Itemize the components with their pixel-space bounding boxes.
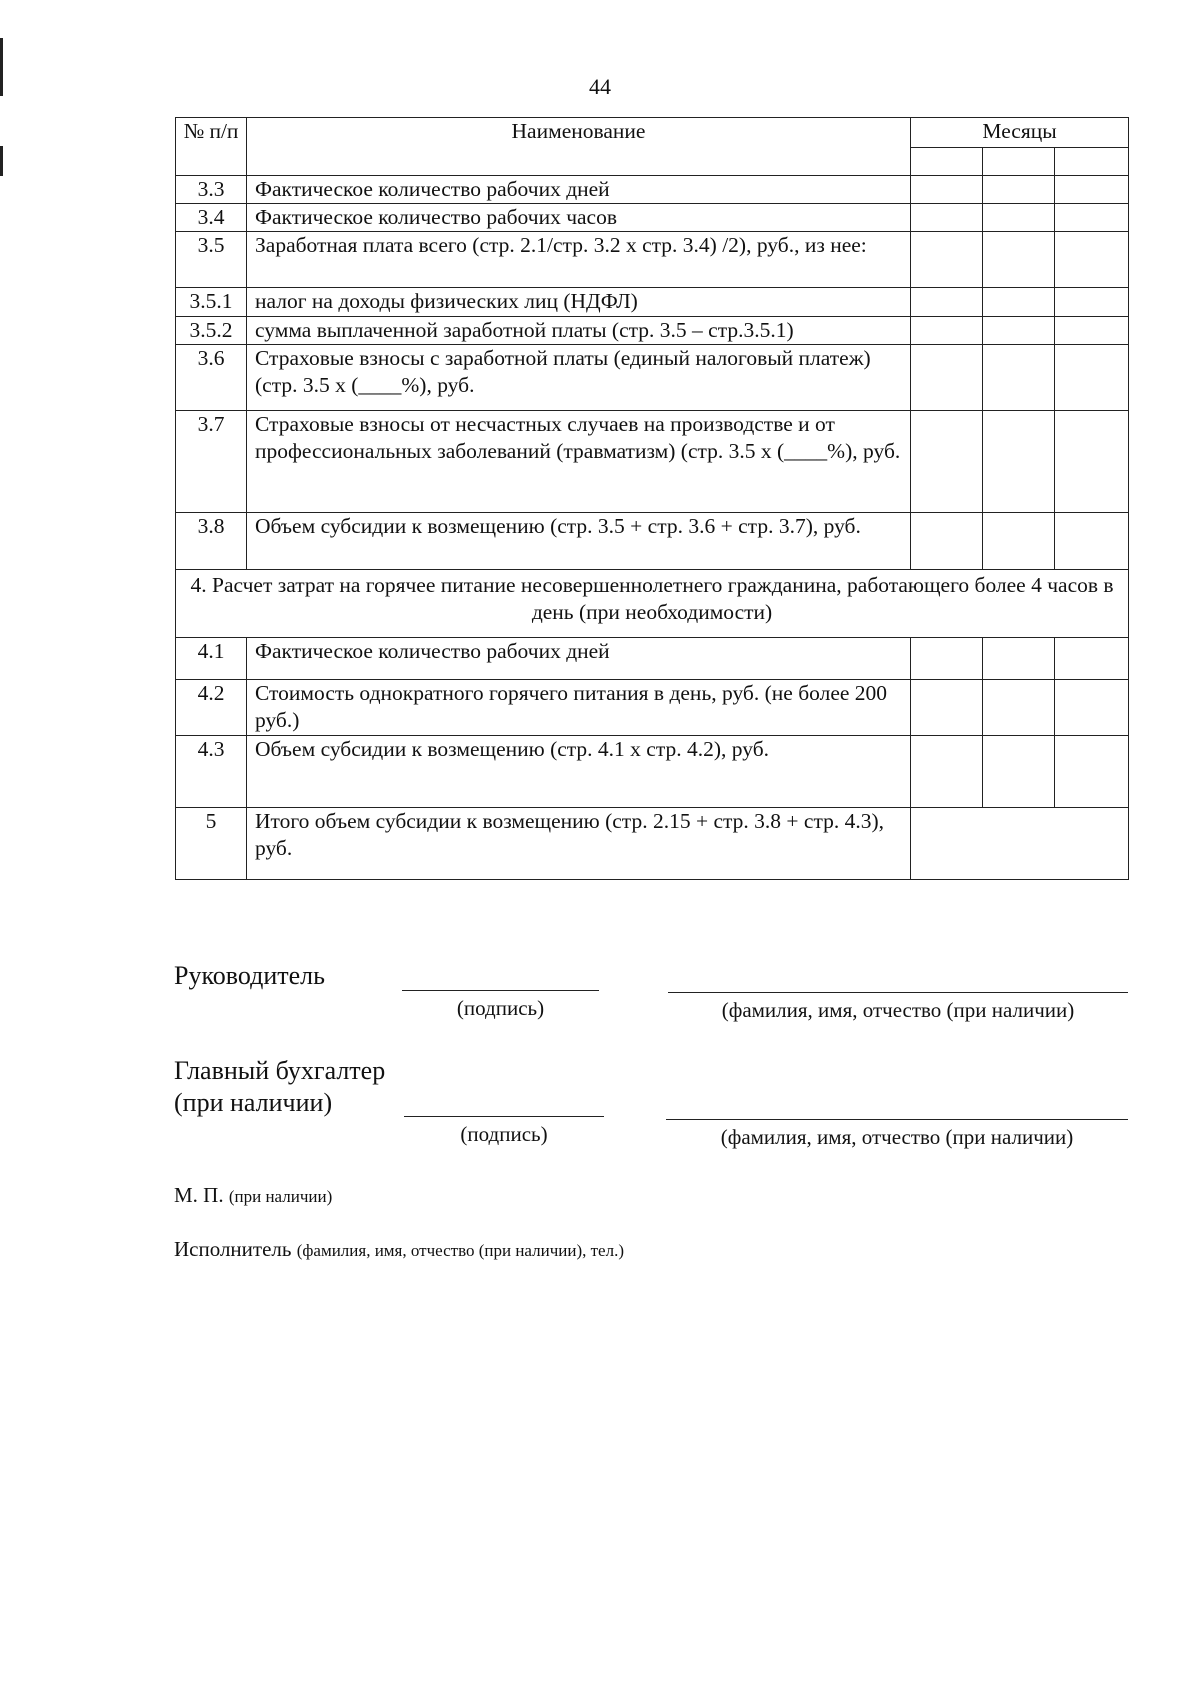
month-cell (1055, 288, 1129, 317)
table-row (176, 680, 1129, 736)
month-cell (1055, 232, 1129, 288)
table-row (176, 288, 1129, 317)
month-cell (983, 680, 1055, 736)
month-cell (983, 204, 1055, 232)
month-cell (911, 288, 983, 317)
row-num: 3.5 (176, 232, 247, 288)
month-cell (983, 317, 1055, 345)
month-cell (911, 680, 983, 736)
month-cell (983, 513, 1055, 570)
month-cell (1055, 638, 1129, 680)
head-fio-line (668, 992, 1128, 993)
month-cell (1055, 513, 1129, 570)
section-4-title: 4. Расчет затрат на горячее питание несовершеннолетнего гражданина, работающего более 4 часов в день (при необходимости) (176, 570, 1129, 638)
row-name: Страховые взносы от несчастных случаев на производстве и от профессиональных заболеваний (травматизм) (стр. 3.5 х (____%), руб. (247, 411, 911, 513)
month-cell (1055, 204, 1129, 232)
table-row (176, 204, 1129, 232)
header-months-cell: Месяцы (911, 118, 1129, 148)
row-name: Страховые взносы с заработной платы (единый налоговый платеж) (стр. 3.5 х (____%), руб. (247, 345, 911, 411)
header-name-cell: Наименование (247, 118, 911, 176)
scan-edge-mark (0, 146, 3, 176)
row-num: 4.2 (176, 680, 247, 736)
total-value-cell (911, 808, 1129, 880)
head-signature-line (402, 990, 599, 991)
row-num: 3.8 (176, 513, 247, 570)
month-cell (983, 148, 1055, 176)
row-num: 3.3 (176, 176, 247, 204)
month-cell (911, 411, 983, 513)
month-cell (911, 513, 983, 570)
accountant-label-line1: Главный бухгалтер (174, 1056, 386, 1085)
month-cell (911, 345, 983, 411)
month-cell (911, 204, 983, 232)
stamp-note (174, 1183, 332, 1208)
head-signature-caption: (подпись) (456, 996, 545, 1020)
month-cell (911, 232, 983, 288)
row-name: Фактическое количество рабочих дней (247, 638, 911, 680)
row-name: Объем субсидии к возмещению (стр. 4.1 х стр. 4.2), руб. (247, 736, 911, 808)
table-row (176, 317, 1129, 345)
table-row (176, 638, 1129, 680)
month-cell (1055, 680, 1129, 736)
row-num: 3.7 (176, 411, 247, 513)
month-cell (983, 345, 1055, 411)
executor-note (174, 1237, 624, 1262)
month-cell (983, 232, 1055, 288)
month-cell (1055, 411, 1129, 513)
month-cell (983, 176, 1055, 204)
stamp-note-text: (при наличии) (228, 1187, 333, 1206)
total-row (176, 808, 1129, 880)
row-name: Стоимость однократного горячего питания в день, руб. (не более 200 руб.) (247, 680, 911, 736)
accountant-signature-caption: (подпись) (460, 1122, 548, 1146)
row-name: налог на доходы физических лиц (НДФЛ) (247, 288, 911, 317)
row-name: Объем субсидии к возмещению (стр. 3.5 + стр. 3.6 + стр. 3.7), руб. (247, 513, 911, 570)
accountant-label-line2: (при наличии) (174, 1088, 333, 1117)
table-row (176, 513, 1129, 570)
accountant-fio-caption: (фамилия, имя, отчество (при наличии) (720, 1125, 1074, 1149)
row-name: Фактическое количество рабочих дней (247, 176, 911, 204)
row-num: 3.6 (176, 345, 247, 411)
row-num: 5 (176, 808, 247, 880)
month-cell (911, 176, 983, 204)
row-name: Итого объем субсидии к возмещению (стр. 2.15 + стр. 3.8 + стр. 4.3), руб. (247, 808, 911, 880)
table-row (176, 176, 1129, 204)
month-cell (983, 638, 1055, 680)
row-num: 4.1 (176, 638, 247, 680)
month-cell (1055, 736, 1129, 808)
month-cell (1055, 148, 1129, 176)
table-row (176, 411, 1129, 513)
month-cell (1055, 317, 1129, 345)
row-num: 4.3 (176, 736, 247, 808)
month-cell (983, 736, 1055, 808)
executor-note-text: (фамилия, имя, отчество (при наличии), тел.) (296, 1241, 624, 1260)
row-num: 3.5.2 (176, 317, 247, 345)
row-name: Заработная плата всего (стр. 2.1/стр. 3.2 х стр. 3.4) /2), руб., из нее: (247, 232, 911, 288)
month-cell (911, 148, 983, 176)
accountant-signature-line (404, 1116, 604, 1117)
month-cell (983, 288, 1055, 317)
table-row (176, 345, 1129, 411)
month-cell (983, 411, 1055, 513)
month-cell (911, 736, 983, 808)
subsidy-calculation-table (175, 117, 1129, 880)
month-cell (1055, 176, 1129, 204)
table-row (176, 232, 1129, 288)
head-fio-caption: (фамилия, имя, отчество (при наличии) (721, 998, 1075, 1022)
month-cell (911, 317, 983, 345)
page-number: 44 (589, 74, 611, 99)
accountant-fio-line (666, 1119, 1128, 1120)
header-num-cell: № п/п (176, 118, 247, 176)
row-name: сумма выплаченной заработной платы (стр. 3.5 – стр.3.5.1) (247, 317, 911, 345)
table-header-row (176, 118, 1129, 148)
head-label: Руководитель (174, 961, 325, 990)
row-num: 3.4 (176, 204, 247, 232)
row-name: Фактическое количество рабочих часов (247, 204, 911, 232)
month-cell (911, 638, 983, 680)
row-num: 3.5.1 (176, 288, 247, 317)
section-4-row (176, 570, 1129, 638)
stamp-label: М. П. (174, 1183, 224, 1207)
table-row (176, 736, 1129, 808)
executor-label: Исполнитель (174, 1237, 292, 1261)
month-cell (1055, 345, 1129, 411)
